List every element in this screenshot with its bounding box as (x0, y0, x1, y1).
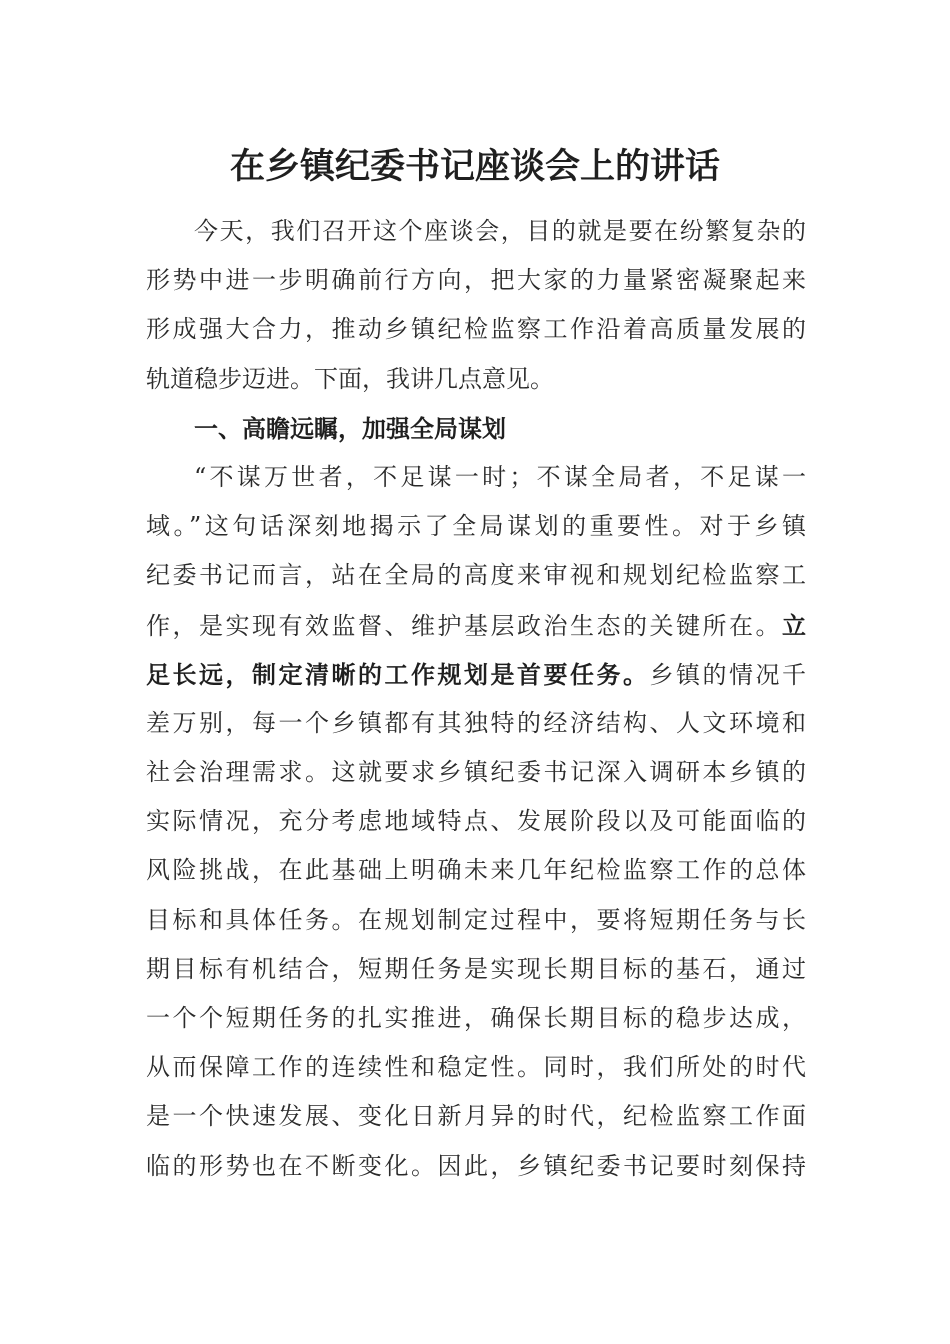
paragraph-line: 一个个短期任务的扎实推进，确保长期目标的稳步达成， (146, 1004, 806, 1032)
paragraph-line: 临的形势也在不断变化。因此，乡镇纪委书记要时刻保持 (146, 1151, 806, 1180)
section-heading: 一、高瞻远瞩，加强全局谋划 (194, 413, 506, 443)
paragraph-line: 纪委书记而言，站在全局的高度来审视和规划纪检监察工 (146, 561, 806, 590)
paragraph-line: 从而保障工作的连续性和稳定性。同时，我们所处的时代 (146, 1053, 806, 1082)
document-body (146, 207, 806, 1191)
paragraph-line: 目标和具体任务。在规划制定过程中，要将短期任务与长 (146, 905, 806, 934)
paragraph-line: 是一个快速发展、变化日新月异的时代，纪检监察工作面 (146, 1102, 806, 1131)
paragraph-line (146, 601, 806, 650)
paragraph-line: “不谋万世者，不足谋一时；不谋全局者，不足谋一 (194, 462, 806, 491)
paragraph-line: 社会治理需求。这就要求乡镇纪委书记深入调研本乡镇的 (146, 758, 806, 787)
emphasis-text: 立 (782, 610, 806, 640)
paragraph-line: 轨道稳步迈进。下面，我讲几点意见。 (146, 364, 554, 393)
paragraph-line: 域。”这句话深刻地揭示了全局谋划的重要性。对于乡镇 (146, 512, 806, 541)
paragraph-text-segment: 乡镇的情况千 (649, 660, 806, 689)
document-title: 在乡镇纪委书记座谈会上的讲话 (229, 146, 720, 187)
paragraph-line: 形势中进一步明确前行方向，把大家的力量紧密凝聚起来 (146, 266, 806, 295)
paragraph-line: 风险挑战，在此基础上明确未来几年纪检监察工作的总体 (146, 856, 806, 885)
paragraph-line: 实际情况，充分考虑地域特点、发展阶段以及可能面临的 (146, 807, 806, 836)
paragraph-text-segment: 作，是实现有效监督、维护基层政治生态的关键所在。 (146, 611, 782, 640)
paragraph-line: 今天，我们召开这个座谈会，目的就是要在纷繁复杂的 (194, 217, 806, 245)
paragraph-line: 形成强大合力，推动乡镇纪检监察工作沿着高质量发展的 (146, 315, 806, 344)
paragraph-line: 差万别，每一个乡镇都有其独特的经济结构、人文环境和 (146, 708, 806, 737)
emphasis-text: 足长远，制定清晰的工作规划是首要任务。 (146, 659, 650, 689)
paragraph-line: 期目标有机结合，短期任务是实现长期目标的基石，通过 (146, 954, 806, 983)
paragraph-line (146, 650, 806, 699)
